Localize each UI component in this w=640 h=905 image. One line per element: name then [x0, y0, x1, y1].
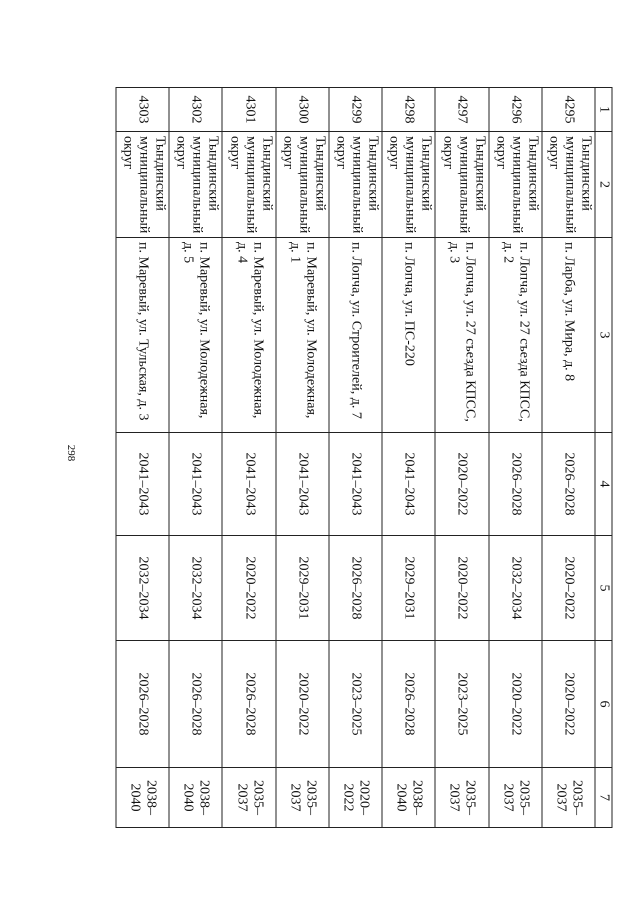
header-row [595, 87, 612, 827]
period-cell: 2026–2028 [169, 640, 222, 767]
address-cell: п. Маревый, ул. Молодежная, д. 1 [275, 237, 328, 432]
row-number: 4299 [328, 87, 381, 131]
period-cell: 2038–2040 [382, 767, 435, 827]
period-cell: 2041–2043 [328, 432, 381, 535]
address-cell: п. Лопча, ул. ПС-220 [382, 237, 435, 432]
column-header: 4 [595, 432, 612, 535]
row-number: 4303 [116, 87, 169, 131]
district-cell: Тындинский муниципальный округ [435, 131, 488, 237]
address-cell: п. Лопча, ул. 27 съезда КПСС, д. 2 [488, 237, 541, 432]
table-row [275, 87, 328, 827]
district-cell: Тындинский муниципальный округ [116, 131, 169, 237]
address-cell: п. Лопча, ул. Строителей, д. 7 [328, 237, 381, 432]
table-row [116, 87, 169, 827]
address-cell: п. Маревый, ул. Молодежная, д. 4 [222, 237, 275, 432]
address-cell: п. Маревый, ул. Молодежная, д. 5 [169, 237, 222, 432]
period-cell: 2020–2022 [435, 535, 488, 640]
district-cell: Тындинский муниципальный округ [222, 131, 275, 237]
period-cell: 2032–2034 [169, 535, 222, 640]
district-cell: Тындинский муниципальный округ [488, 131, 541, 237]
period-cell: 2035–2037 [541, 767, 594, 827]
column-header: 2 [595, 131, 612, 237]
period-cell: 2026–2028 [382, 640, 435, 767]
district-cell: Тындинский муниципальный округ [382, 131, 435, 237]
district-cell: Тындинский муниципальный округ [328, 131, 381, 237]
address-cell: п. Лопча, ул. 27 съезда КПСС, д. 3 [435, 237, 488, 432]
period-cell: 2038–2040 [116, 767, 169, 827]
column-header: 6 [595, 640, 612, 767]
period-cell: 2041–2043 [222, 432, 275, 535]
period-cell: 2032–2034 [116, 535, 169, 640]
period-cell: 2026–2028 [328, 535, 381, 640]
column-header: 1 [595, 87, 612, 131]
period-cell: 2035–2037 [275, 767, 328, 827]
address-cell: п. Ларба, ул. Мира, д. 8 [541, 237, 594, 432]
period-cell: 2023–2025 [435, 640, 488, 767]
period-cell: 2020–2022 [541, 640, 594, 767]
period-cell: 2041–2043 [116, 432, 169, 535]
period-cell: 2020–2022 [488, 640, 541, 767]
period-cell: 2020–2022 [222, 535, 275, 640]
row-number: 4302 [169, 87, 222, 131]
row-number: 4301 [222, 87, 275, 131]
period-cell: 2035–2037 [488, 767, 541, 827]
row-number: 4300 [275, 87, 328, 131]
row-number: 4295 [541, 87, 594, 131]
period-cell: 2020–2022 [328, 767, 381, 827]
district-cell: Тындинский муниципальный округ [169, 131, 222, 237]
period-cell: 2032–2034 [488, 535, 541, 640]
table-row [222, 87, 275, 827]
period-cell: 2020–2022 [541, 535, 594, 640]
column-header: 5 [595, 535, 612, 640]
period-cell: 2026–2028 [541, 432, 594, 535]
period-cell: 2020–2022 [275, 640, 328, 767]
column-header: 7 [595, 767, 612, 827]
district-cell: Тындинский муниципальный округ [541, 131, 594, 237]
district-cell: Тындинский муниципальный округ [275, 131, 328, 237]
table-row [328, 87, 381, 827]
period-cell: 2026–2028 [488, 432, 541, 535]
address-cell: п. Маревый, ул. Тульская, д. 3 [116, 237, 169, 432]
table-row [169, 87, 222, 827]
period-cell: 2026–2028 [222, 640, 275, 767]
row-number: 4297 [435, 87, 488, 131]
row-number: 4296 [488, 87, 541, 131]
rotated-table-container [115, 87, 612, 827]
table-row [382, 87, 435, 827]
column-header: 3 [595, 237, 612, 432]
table-row [541, 87, 594, 827]
period-cell: 2029–2031 [382, 535, 435, 640]
period-cell: 2035–2037 [435, 767, 488, 827]
table-row [488, 87, 541, 827]
period-cell: 2041–2043 [382, 432, 435, 535]
period-cell: 2020–2022 [435, 432, 488, 535]
period-cell: 2023–2025 [328, 640, 381, 767]
period-cell: 2035–2037 [222, 767, 275, 827]
period-cell: 2029–2031 [275, 535, 328, 640]
period-cell: 2038–2040 [169, 767, 222, 827]
page-number: 298 [65, 444, 77, 462]
period-cell: 2026–2028 [116, 640, 169, 767]
period-cell: 2041–2043 [169, 432, 222, 535]
period-cell: 2041–2043 [275, 432, 328, 535]
row-number: 4298 [382, 87, 435, 131]
data-table [115, 87, 612, 828]
table-row [435, 87, 488, 827]
